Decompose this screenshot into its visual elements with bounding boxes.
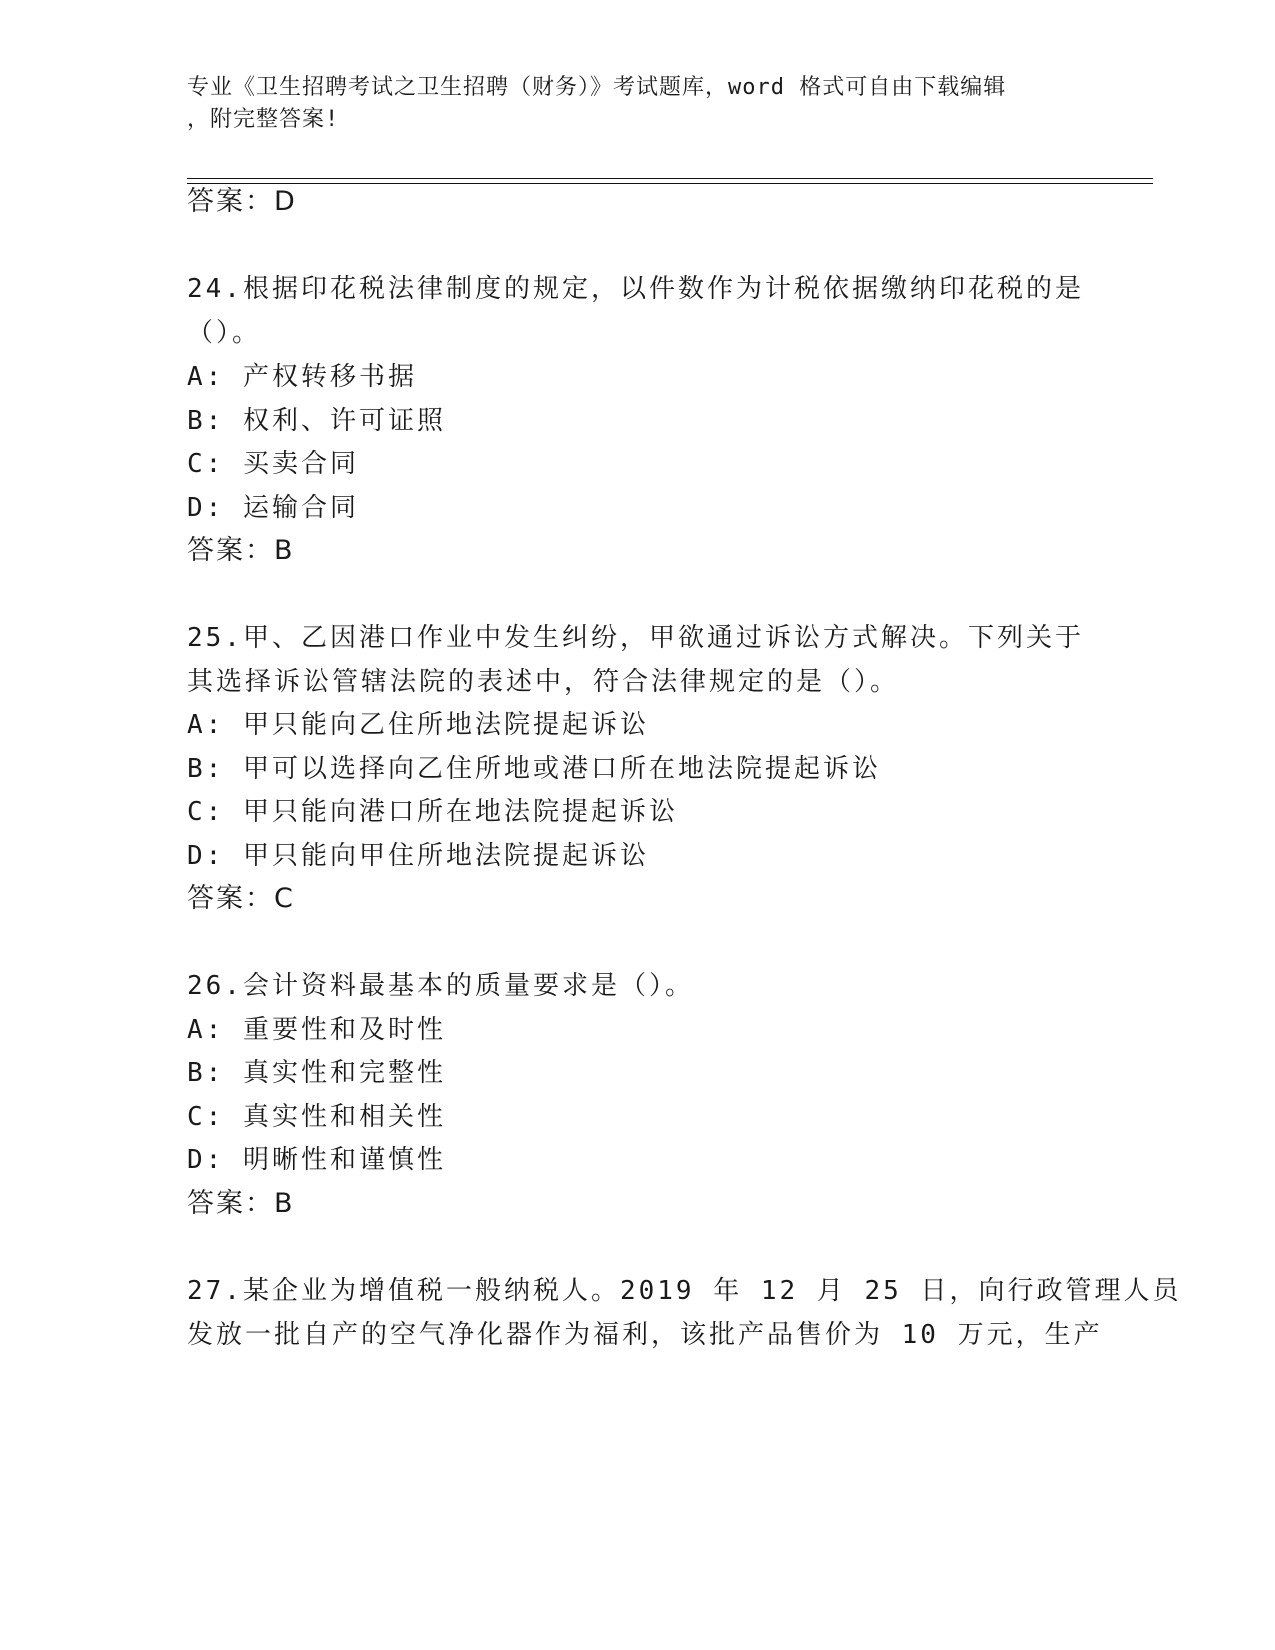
option-d: D: 运输合同 <box>187 493 359 523</box>
answer: 答案：B <box>187 1188 295 1219</box>
question-stem: 25.甲、乙因港口作业中发生纠纷，甲欲通过诉讼方式解决。下列关于 <box>187 623 1084 653</box>
option-a: A: 甲只能向乙住所地法院提起诉讼 <box>187 710 649 740</box>
answer: 答案：B <box>187 535 295 566</box>
question-stem: （）。 <box>187 318 262 348</box>
answer: 答案：C <box>187 883 295 914</box>
option-d: D: 甲只能向甲住所地法院提起诉讼 <box>187 841 649 871</box>
header-line-2: ，附完整答案! <box>187 107 340 132</box>
header-line-1: 专业《卫生招聘考试之卫生招聘（财务）》考试题库，word 格式可自由下载编辑 <box>187 75 1007 100</box>
document-header <box>187 72 1067 136</box>
option-c: C: 买卖合同 <box>187 449 359 479</box>
previous-answer: 答案：D <box>187 186 297 217</box>
question-stem: 24.根据印花税法律制度的规定，以件数作为计税依据缴纳印花税的是 <box>187 274 1084 304</box>
question-stem: 26.会计资料最基本的质量要求是（）。 <box>187 971 694 1001</box>
option-c: C: 甲只能向港口所在地法院提起诉讼 <box>187 797 678 827</box>
question-stem: 发放一批自产的空气净化器作为福利，该批产品售价为 10 万元，生产 <box>187 1320 1103 1350</box>
option-d: D: 明晰性和谨慎性 <box>187 1145 446 1175</box>
option-a: A: 产权转移书据 <box>187 362 417 392</box>
option-b: B: 权利、许可证照 <box>187 406 446 436</box>
question-stem: 27.某企业为增值税一般纳税人。2019 年 12 月 25 日，向行政管理人员 <box>187 1276 1182 1306</box>
option-b: B: 甲可以选择向乙住所地或港口所在地法院提起诉讼 <box>187 754 881 784</box>
header-divider-top <box>187 178 1153 179</box>
option-b: B: 真实性和完整性 <box>187 1058 446 1088</box>
header-divider-bottom <box>187 183 1153 184</box>
option-c: C: 真实性和相关性 <box>187 1102 446 1132</box>
option-a: A: 重要性和及时性 <box>187 1015 446 1045</box>
question-stem: 其选择诉讼管辖法院的表述中，符合法律规定的是（）。 <box>187 667 900 697</box>
